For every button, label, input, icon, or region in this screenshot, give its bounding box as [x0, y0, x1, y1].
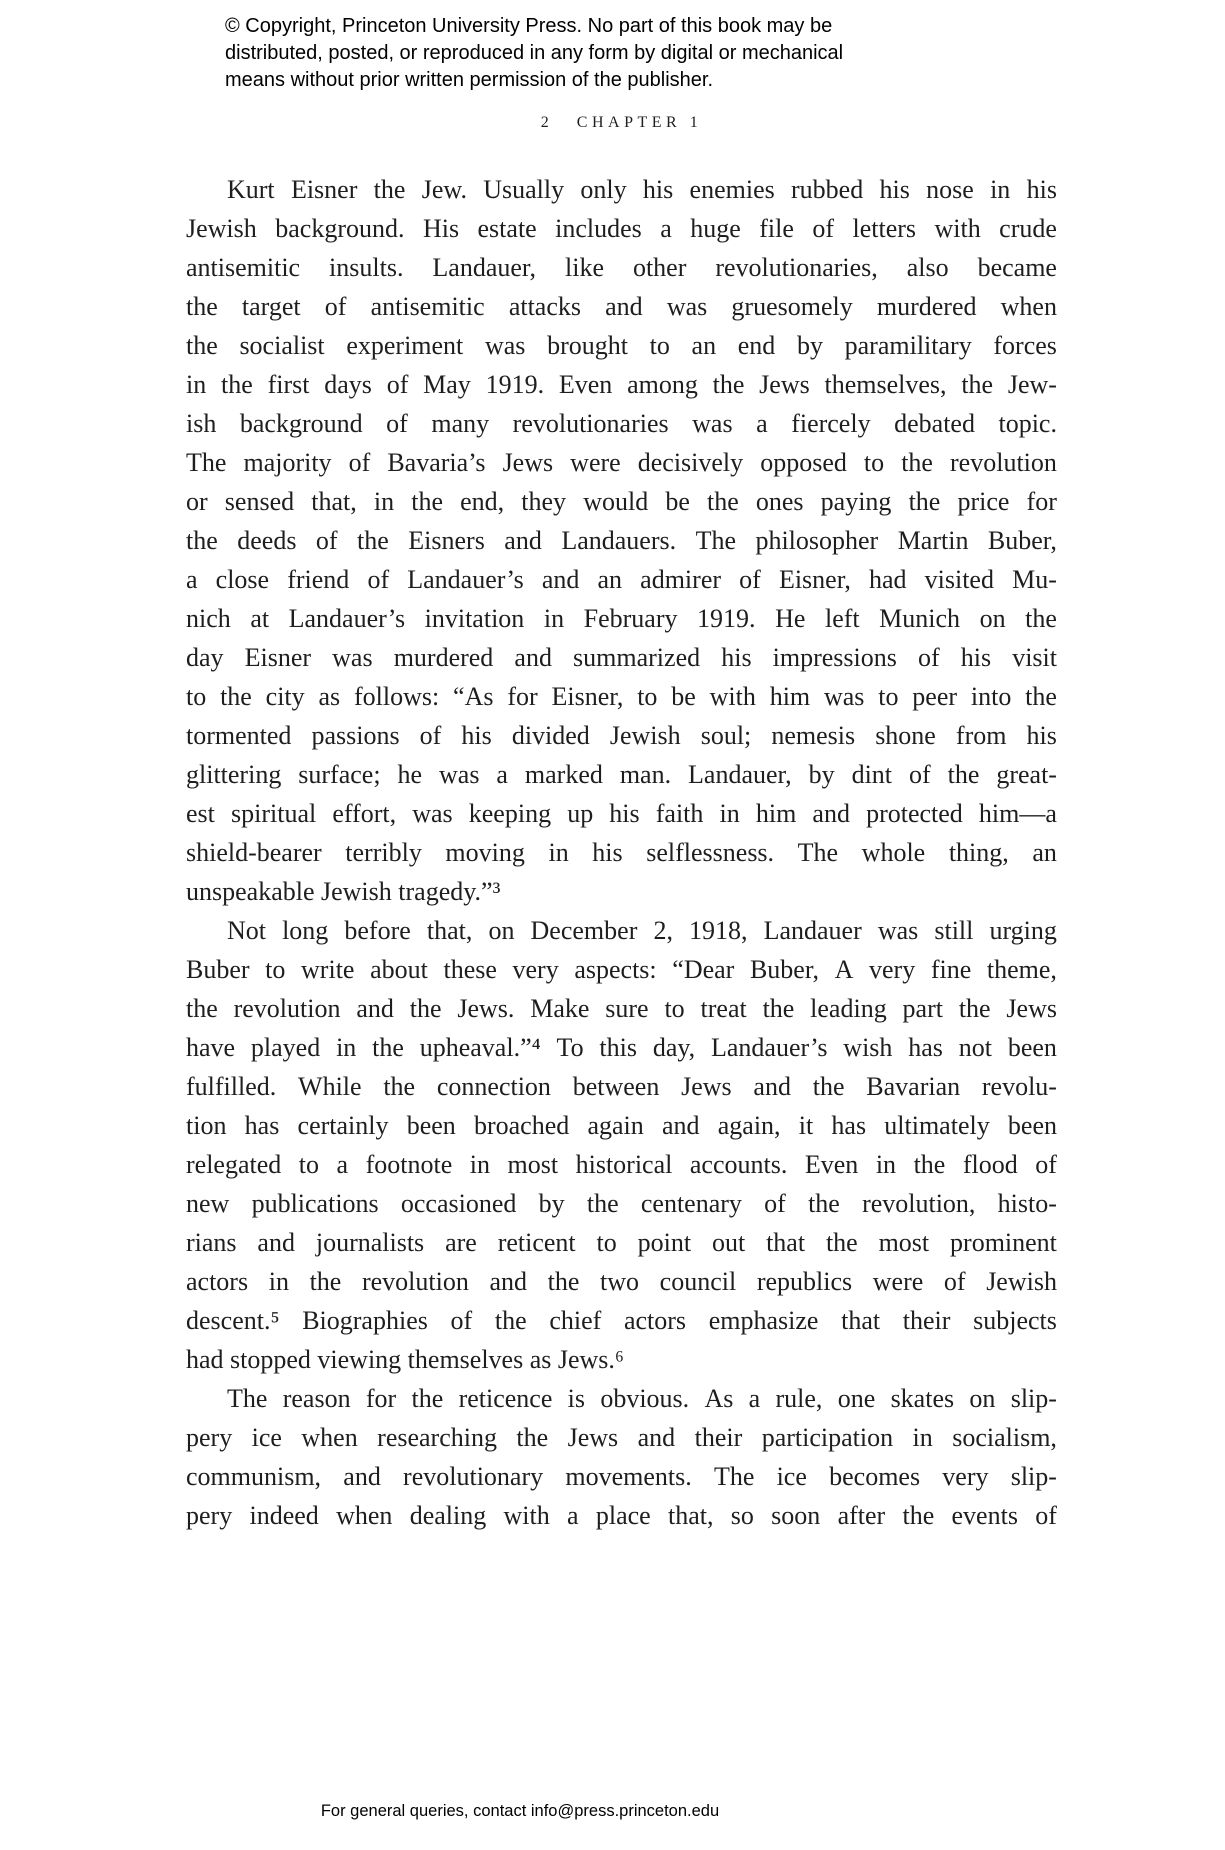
text-line: unspeakable Jewish tragedy.”³: [186, 877, 501, 906]
text-line: Not long before that, on December 2, 1918, Landauer was still urging: [227, 916, 1057, 945]
text-line: Kurt Eisner the Jew. Usually only his enemies rubbed his nose in his: [227, 175, 1057, 204]
text-line: ish background of many revolutionaries was a fiercely debated topic.: [186, 409, 1057, 438]
page-number: 2: [540, 114, 551, 131]
copyright-line: means without prior written permission of the publisher.: [225, 69, 714, 91]
text-line: tormented passions of his divided Jewish soul; nemesis shone from his: [186, 721, 1057, 750]
text-line: tion has certainly been broached again and again, it has ultimately been: [186, 1111, 1057, 1140]
paragraph: [186, 1379, 1057, 1535]
paragraph: [186, 170, 1057, 911]
text-line: rians and journalists are reticent to point out that the most prominent: [186, 1228, 1057, 1257]
text-line: The reason for the reticence is obvious. As a rule, one skates on slip-: [227, 1384, 1057, 1413]
text-line: shield-bearer terribly moving in his selflessness. The whole thing, an: [186, 838, 1057, 867]
page-footer: [0, 1802, 1040, 1821]
text-line: pery indeed when dealing with a place that, so soon after the events of: [186, 1501, 1057, 1530]
copyright-line: © Copyright, Princeton University Press. No part of this book may be: [225, 15, 833, 37]
paragraph: [186, 911, 1057, 1379]
footer-text: For general queries, contact info@press.princeton.edu: [320, 1802, 720, 1820]
text-line: Jewish background. His estate includes a huge file of letters with crude: [186, 214, 1057, 243]
text-line: have played in the upheaval.”⁴ To this day, Landauer’s wish has not been: [186, 1033, 1057, 1062]
text-line: the socialist experiment was brought to an end by paramilitary forces: [186, 331, 1057, 360]
text-line: descent.⁵ Biographies of the chief actors emphasize that their subjects: [186, 1306, 1057, 1335]
text-line: the deeds of the Eisners and Landauers. The philosopher Martin Buber,: [186, 526, 1057, 555]
text-line: Buber to write about these very aspects: “Dear Buber, A very fine theme,: [186, 955, 1057, 984]
text-line: The majority of Bavaria’s Jews were decisively opposed to the revolution: [186, 448, 1057, 477]
text-line: in the first days of May 1919. Even among the Jews themselves, the Jew-: [186, 370, 1057, 399]
text-line: fulfilled. While the connection between Jews and the Bavarian revolu-: [186, 1072, 1057, 1101]
text-line: communism, and revolutionary movements. The ice becomes very slip-: [186, 1462, 1057, 1491]
copyright-line: distributed, posted, or reproduced in any form by digital or mechanical: [225, 42, 844, 64]
text-line: to the city as follows: “As for Eisner, to be with him was to peer into the: [186, 682, 1057, 711]
text-line: nich at Landauer’s invitation in February 1919. He left Munich on the: [186, 604, 1057, 633]
text-line: had stopped viewing themselves as Jews.⁶: [186, 1345, 624, 1374]
running-header: [186, 114, 1057, 132]
text-line: day Eisner was murdered and summarized his impressions of his visit: [186, 643, 1057, 672]
text-line: actors in the revolution and the two council republics were of Jewish: [186, 1267, 1057, 1296]
chapter-label: CHAPTER 1: [576, 114, 703, 131]
text-line: est spiritual effort, was keeping up his faith in him and protected him—a: [186, 799, 1057, 828]
text-line: relegated to a footnote in most historical accounts. Even in the flood of: [186, 1150, 1057, 1179]
text-line: the revolution and the Jews. Make sure to treat the leading part the Jews: [186, 994, 1057, 1023]
text-line: or sensed that, in the end, they would be the ones paying the price for: [186, 487, 1057, 516]
text-line: glittering surface; he was a marked man. Landauer, by dint of the great-: [186, 760, 1057, 789]
text-line: the target of antisemitic attacks and was gruesomely murdered when: [186, 292, 1057, 321]
text-line: new publications occasioned by the centenary of the revolution, histo-: [186, 1189, 1057, 1218]
text-line: pery ice when researching the Jews and their participation in socialism,: [186, 1423, 1057, 1452]
copyright-notice: [225, 13, 843, 94]
text-line: a close friend of Landauer’s and an admirer of Eisner, had visited Mu-: [186, 565, 1057, 594]
text-line: antisemitic insults. Landauer, like other revolutionaries, also became: [186, 253, 1057, 282]
text-block: [186, 170, 1057, 1535]
